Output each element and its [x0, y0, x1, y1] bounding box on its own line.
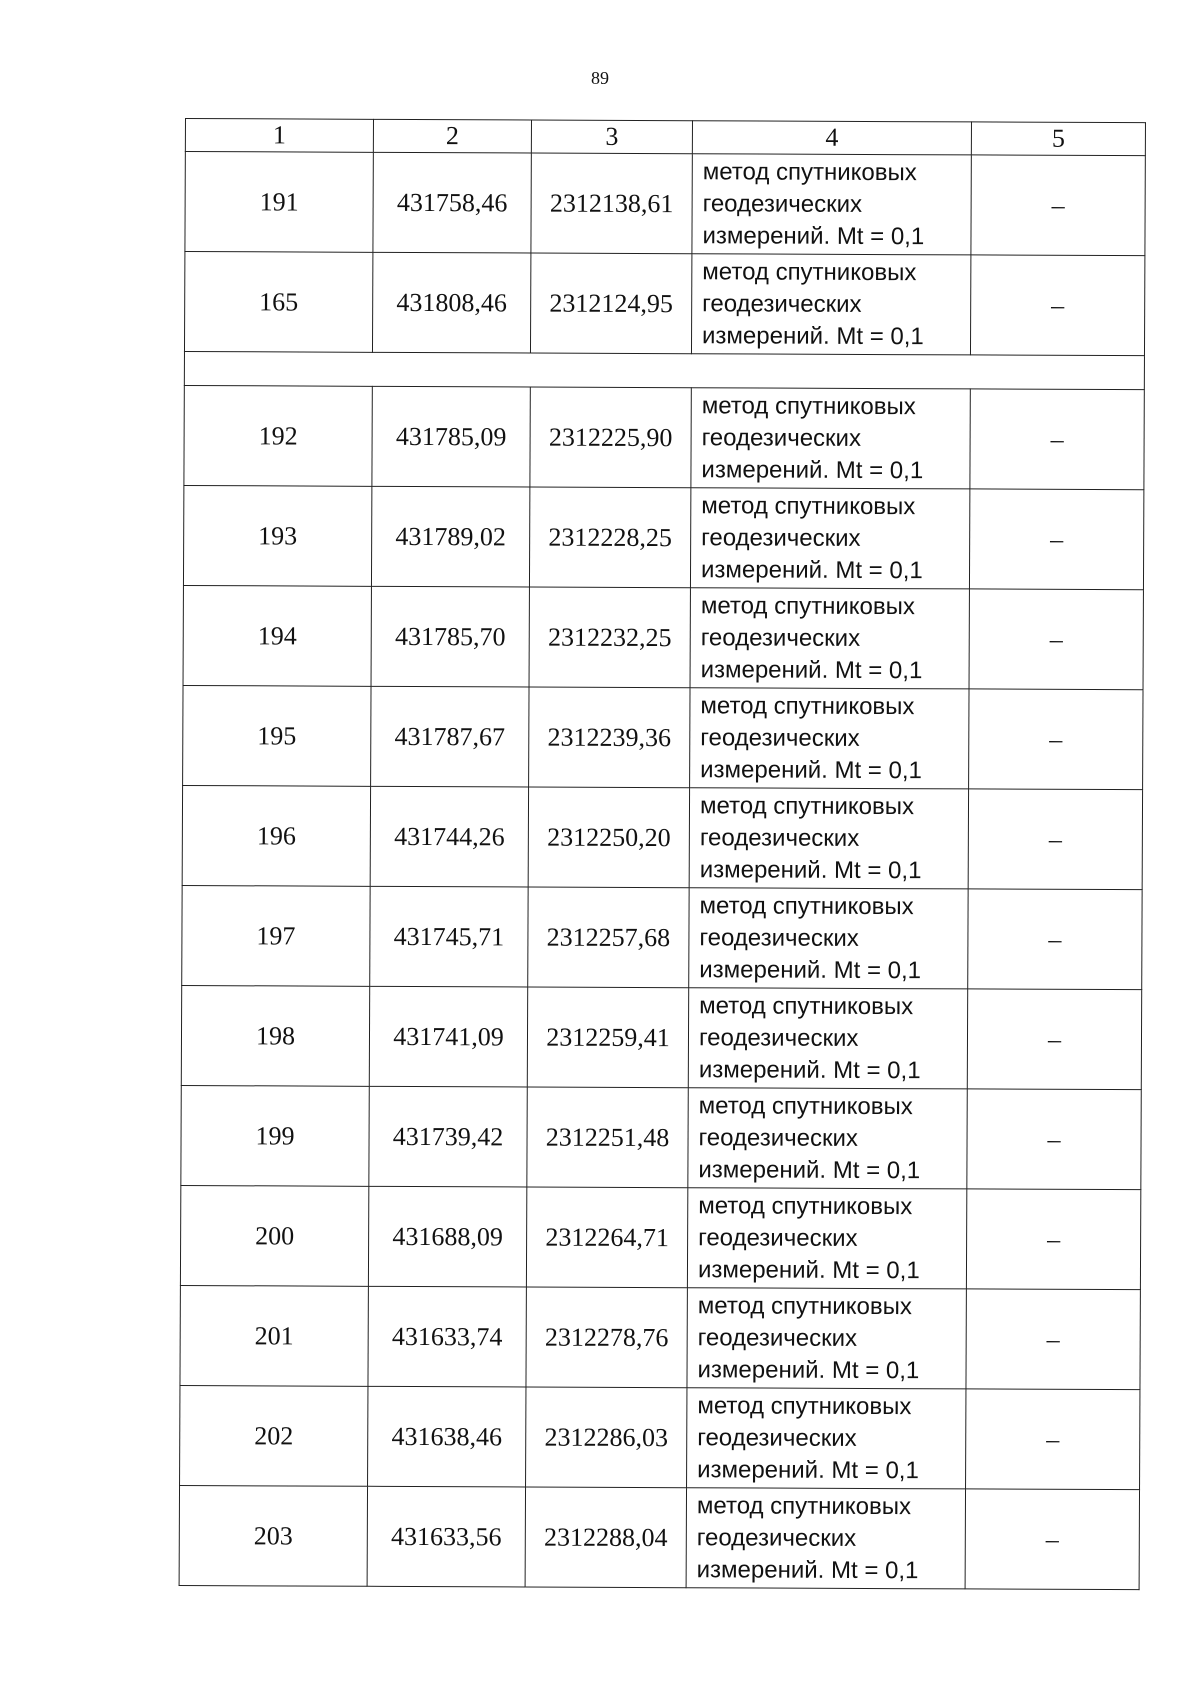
- method-line: геодезических: [696, 1523, 857, 1552]
- y-coordinate-cell: 2312250,20: [528, 787, 689, 888]
- method-line: измерений. Mt = 0,1: [698, 1055, 921, 1084]
- note-cell: –: [966, 1389, 1140, 1490]
- method-line: метод спутниковых: [699, 991, 914, 1020]
- point-number-cell: 165: [184, 252, 372, 353]
- note-cell: –: [967, 989, 1141, 1090]
- section-separator-cell: [184, 351, 1144, 389]
- point-number-cell: 197: [182, 885, 370, 986]
- y-coordinate-cell: 2312239,36: [529, 687, 690, 788]
- method-cell: [691, 254, 970, 355]
- method-line: метод спутниковых: [699, 791, 915, 820]
- table-row: [183, 685, 1143, 789]
- note-cell: –: [967, 1089, 1141, 1190]
- method-cell: [687, 1188, 966, 1289]
- y-coordinate-cell: 2312232,25: [529, 587, 690, 688]
- table-row: [180, 1285, 1140, 1389]
- method-line: геодезических: [698, 1123, 859, 1152]
- table-row: [181, 1085, 1141, 1189]
- x-coordinate-cell: 431785,09: [372, 386, 530, 487]
- method-line: метод спутниковых: [701, 391, 916, 420]
- method-cell: [687, 1288, 966, 1389]
- x-coordinate-cell: 431638,46: [368, 1386, 526, 1487]
- section-separator-row: [184, 351, 1144, 389]
- table-row: [181, 985, 1141, 1089]
- point-number-cell: 199: [181, 1085, 369, 1186]
- x-coordinate-cell: 431787,67: [371, 686, 529, 787]
- method-line: измерений. Mt = 0,1: [701, 321, 924, 350]
- method-line: измерений. Mt = 0,1: [700, 655, 923, 684]
- point-number-cell: 202: [180, 1385, 368, 1486]
- y-coordinate-cell: 2312228,25: [529, 487, 690, 588]
- method-cell: [692, 154, 971, 255]
- method-line: метод спутниковых: [700, 591, 915, 620]
- method-line: геодезических: [697, 1423, 857, 1452]
- y-coordinate-cell: 2312278,76: [526, 1287, 687, 1388]
- y-coordinate-cell: 2312259,41: [527, 987, 688, 1088]
- note-cell: –: [970, 255, 1144, 356]
- header-row: [185, 119, 1145, 156]
- x-coordinate-cell: 431688,09: [368, 1186, 526, 1287]
- x-coordinate-cell: 431758,46: [373, 152, 531, 253]
- table-row: [182, 885, 1142, 989]
- method-line: геодезических: [698, 1223, 858, 1252]
- note-cell: –: [968, 789, 1142, 890]
- method-cell: [691, 388, 970, 489]
- method-line: метод спутниковых: [702, 257, 917, 286]
- table-row: [183, 585, 1143, 689]
- y-coordinate-cell: 2312264,71: [526, 1187, 687, 1288]
- table-row: [180, 1385, 1140, 1489]
- x-coordinate-cell: 431745,71: [370, 886, 528, 987]
- table-row: [184, 252, 1144, 356]
- method-cell: [689, 788, 968, 889]
- method-cell: [689, 888, 968, 989]
- method-line: измерений. Mt = 0,1: [697, 1355, 920, 1384]
- method-line: геодезических: [698, 1023, 859, 1052]
- method-line: метод спутниковых: [699, 891, 914, 920]
- y-coordinate-cell: 2312138,61: [531, 153, 692, 254]
- method-line: метод спутниковых: [697, 1291, 912, 1320]
- method-line: измерений. Mt = 0,1: [699, 855, 922, 884]
- table-row: [179, 1485, 1139, 1589]
- method-cell: [690, 588, 969, 689]
- method-line: геодезических: [699, 823, 860, 852]
- method-line: геодезических: [701, 423, 862, 452]
- method-line: геодезических: [699, 923, 859, 952]
- x-coordinate-cell: 431789,02: [371, 486, 529, 587]
- method-cell: [688, 1088, 967, 1189]
- coordinates-table: [179, 118, 1146, 1590]
- point-number-cell: 195: [183, 685, 371, 786]
- table-row: [182, 785, 1142, 889]
- table-row: [185, 152, 1145, 256]
- note-cell: –: [969, 689, 1143, 790]
- table-row: [184, 385, 1144, 489]
- y-coordinate-cell: 2312257,68: [528, 887, 689, 988]
- method-line: измерений. Mt = 0,1: [701, 455, 924, 484]
- method-line: метод спутниковых: [698, 1191, 913, 1220]
- method-line: геодезических: [702, 189, 863, 218]
- method-line: геодезических: [701, 523, 861, 552]
- method-line: метод спутниковых: [702, 157, 917, 186]
- y-coordinate-cell: 2312288,04: [525, 1487, 686, 1588]
- column-header-2: 2: [373, 119, 531, 153]
- point-number-cell: 194: [183, 585, 371, 686]
- x-coordinate-cell: 431744,26: [370, 786, 528, 887]
- note-cell: –: [968, 889, 1142, 990]
- method-line: метод спутниковых: [697, 1391, 912, 1420]
- y-coordinate-cell: 2312286,03: [526, 1387, 687, 1488]
- point-number-cell: 203: [179, 1485, 367, 1586]
- method-line: измерений. Mt = 0,1: [699, 955, 922, 984]
- point-number-cell: 198: [181, 985, 369, 1086]
- table-row: [180, 1185, 1140, 1289]
- coordinates-table-body: [179, 119, 1145, 1590]
- x-coordinate-cell: 431785,70: [371, 586, 529, 687]
- method-line: измерений. Mt = 0,1: [700, 555, 923, 584]
- column-header-4: 4: [692, 121, 971, 155]
- note-cell: –: [969, 489, 1143, 590]
- x-coordinate-cell: 431633,74: [368, 1286, 526, 1387]
- method-line: геодезических: [700, 723, 860, 752]
- y-coordinate-cell: 2312225,90: [530, 387, 691, 488]
- x-coordinate-cell: 431808,46: [372, 252, 530, 353]
- note-cell: –: [966, 1189, 1140, 1290]
- method-line: измерений. Mt = 0,1: [697, 1255, 920, 1284]
- point-number-cell: 192: [184, 385, 372, 486]
- method-line: метод спутниковых: [701, 491, 916, 520]
- x-coordinate-cell: 431739,42: [369, 1086, 527, 1187]
- point-number-cell: 200: [180, 1185, 368, 1286]
- note-cell: –: [970, 389, 1144, 490]
- y-coordinate-cell: 2312124,95: [530, 253, 691, 354]
- method-line: геодезических: [697, 1323, 858, 1352]
- method-cell: [687, 1388, 966, 1489]
- method-cell: [690, 488, 969, 589]
- point-number-cell: 201: [180, 1285, 368, 1386]
- note-cell: –: [971, 155, 1145, 256]
- method-cell: [688, 988, 967, 1089]
- x-coordinate-cell: 431633,56: [367, 1486, 525, 1587]
- column-header-1: 1: [185, 119, 373, 153]
- method-cell: [686, 1488, 965, 1589]
- method-line: измерений. Mt = 0,1: [700, 755, 922, 784]
- x-coordinate-cell: 431741,09: [369, 986, 527, 1087]
- point-number-cell: 196: [182, 785, 370, 886]
- method-line: измерений. Mt = 0,1: [698, 1155, 921, 1184]
- y-coordinate-cell: 2312251,48: [527, 1087, 688, 1188]
- column-header-5: 5: [971, 122, 1145, 156]
- table-row: [183, 485, 1143, 589]
- method-line: метод спутниковых: [696, 1491, 912, 1520]
- method-line: геодезических: [702, 289, 862, 318]
- note-cell: –: [969, 589, 1143, 690]
- page-number: 89: [591, 68, 609, 88]
- method-cell: [690, 688, 969, 789]
- method-line: метод спутниковых: [698, 1091, 913, 1120]
- method-line: измерений. Mt = 0,1: [696, 1555, 919, 1584]
- method-line: измерений. Mt = 0,1: [702, 221, 925, 250]
- point-number-cell: 191: [185, 152, 373, 253]
- method-line: геодезических: [700, 623, 861, 652]
- method-line: измерений. Mt = 0,1: [697, 1455, 919, 1484]
- note-cell: –: [966, 1289, 1140, 1390]
- column-header-3: 3: [531, 120, 692, 154]
- method-line: метод спутниковых: [700, 691, 915, 720]
- point-number-cell: 193: [183, 485, 371, 586]
- note-cell: –: [965, 1489, 1139, 1590]
